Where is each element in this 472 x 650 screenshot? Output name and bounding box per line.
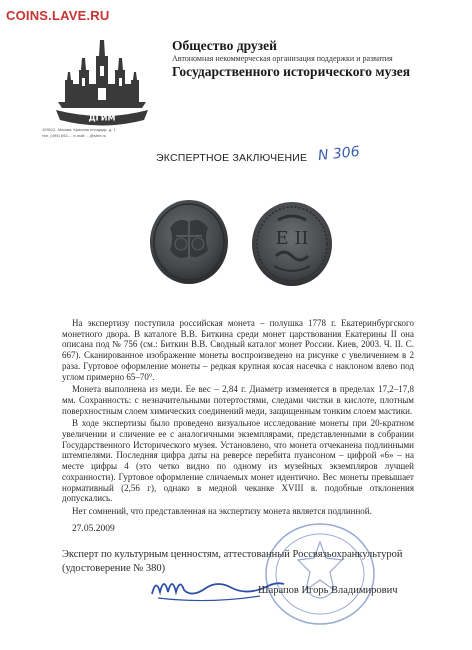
paragraph-1: На экспертизу поступила российская монета – полушка 1778 г. Екатеринбургского монетного двора. В каталоге В.В. Биткина среди монет царствования Екатерины II она описана под № 756 (см.: Биткин В.В. Сводный каталог монет России. Киев, 2003. Ч. II. С. 667). Сканированное изображение монеты воспроизведено на рисунке с увеличением в 2 раза. Гуртовое оформление монеты – редкая крупная косая насечка с наклоном влево под углом примерно 65–70°. — [62, 318, 414, 382]
organization-header — [172, 38, 462, 80]
address-line-2: тел. (495) 692-... e-mail: ...@shm.ru — [42, 133, 107, 138]
org-name-line-2: Автономная некоммерческая организация поддержки и развития — [172, 54, 393, 63]
document-date: 27.05.2009 — [72, 524, 115, 534]
logo-address — [42, 127, 162, 139]
logo-banner-text: ДГИМ — [88, 113, 116, 123]
coin-obverse-image — [148, 198, 230, 286]
expert-name: Шарапов Игорь Владимирович — [258, 585, 398, 596]
svg-text:E II: E II — [275, 228, 309, 249]
site-watermark: COINS.LAVE.RU — [6, 8, 110, 23]
org-name-line-3: Государственного исторического музея — [172, 64, 411, 79]
expert-credentials-line-1: Эксперт по культурным ценностям, аттестованный Россвязьохранкультурой — [62, 549, 403, 560]
org-name-line-1: Общество друзей — [172, 38, 277, 53]
address-line-1: 109012, Москва, Красная площадь, д. 1 — [42, 127, 116, 132]
paragraph-4: Нет сомнений, что представленная на экспертизу монета является подлинной. — [72, 505, 372, 516]
document-title: ЭКСПЕРТНОЕ ЗАКЛЮЧЕНИЕ — [156, 152, 308, 164]
coin-reverse-image — [250, 200, 334, 288]
expert-credentials — [62, 548, 452, 576]
museum-building-logo — [52, 36, 152, 136]
paragraph-2: Монета выполнена из меди. Ее вес – 2,84 г. Диаметр изменяется в пределах 17,2–17,8 мм. Сохранность: с незначительными потертостями, следами чистки в кислоте, плотным поверхностным слоем химических соединений меди, защищенным тонким слоем мастики. — [62, 384, 414, 416]
expertise-body-text — [62, 318, 414, 519]
paragraph-3: В ходе экспертизы было проведено визуальное исследование монеты при 20-кратном увеличении и сличение ее с аналогичными экземплярами, представленными в собрании Государственного Исторического музея. Установлено, что монета отчеканена подлинными штемпелями. Последняя цифра даты на реверсе перебита пуансоном – цифрой «6» – на месте цифры 4 (это четко видно по одному из музейных экземпляров лучшей сохранности). Гуртовое оформление сличаемых монет идентично. Вес монеты превышает нормативный (2,56 г), однако в медной чеканке XVIII в. подобные отклонения допускались. — [62, 418, 414, 504]
handwritten-document-number: N 306 — [317, 143, 361, 165]
expert-credentials-line-2: (удостоверение № 380) — [62, 563, 166, 574]
